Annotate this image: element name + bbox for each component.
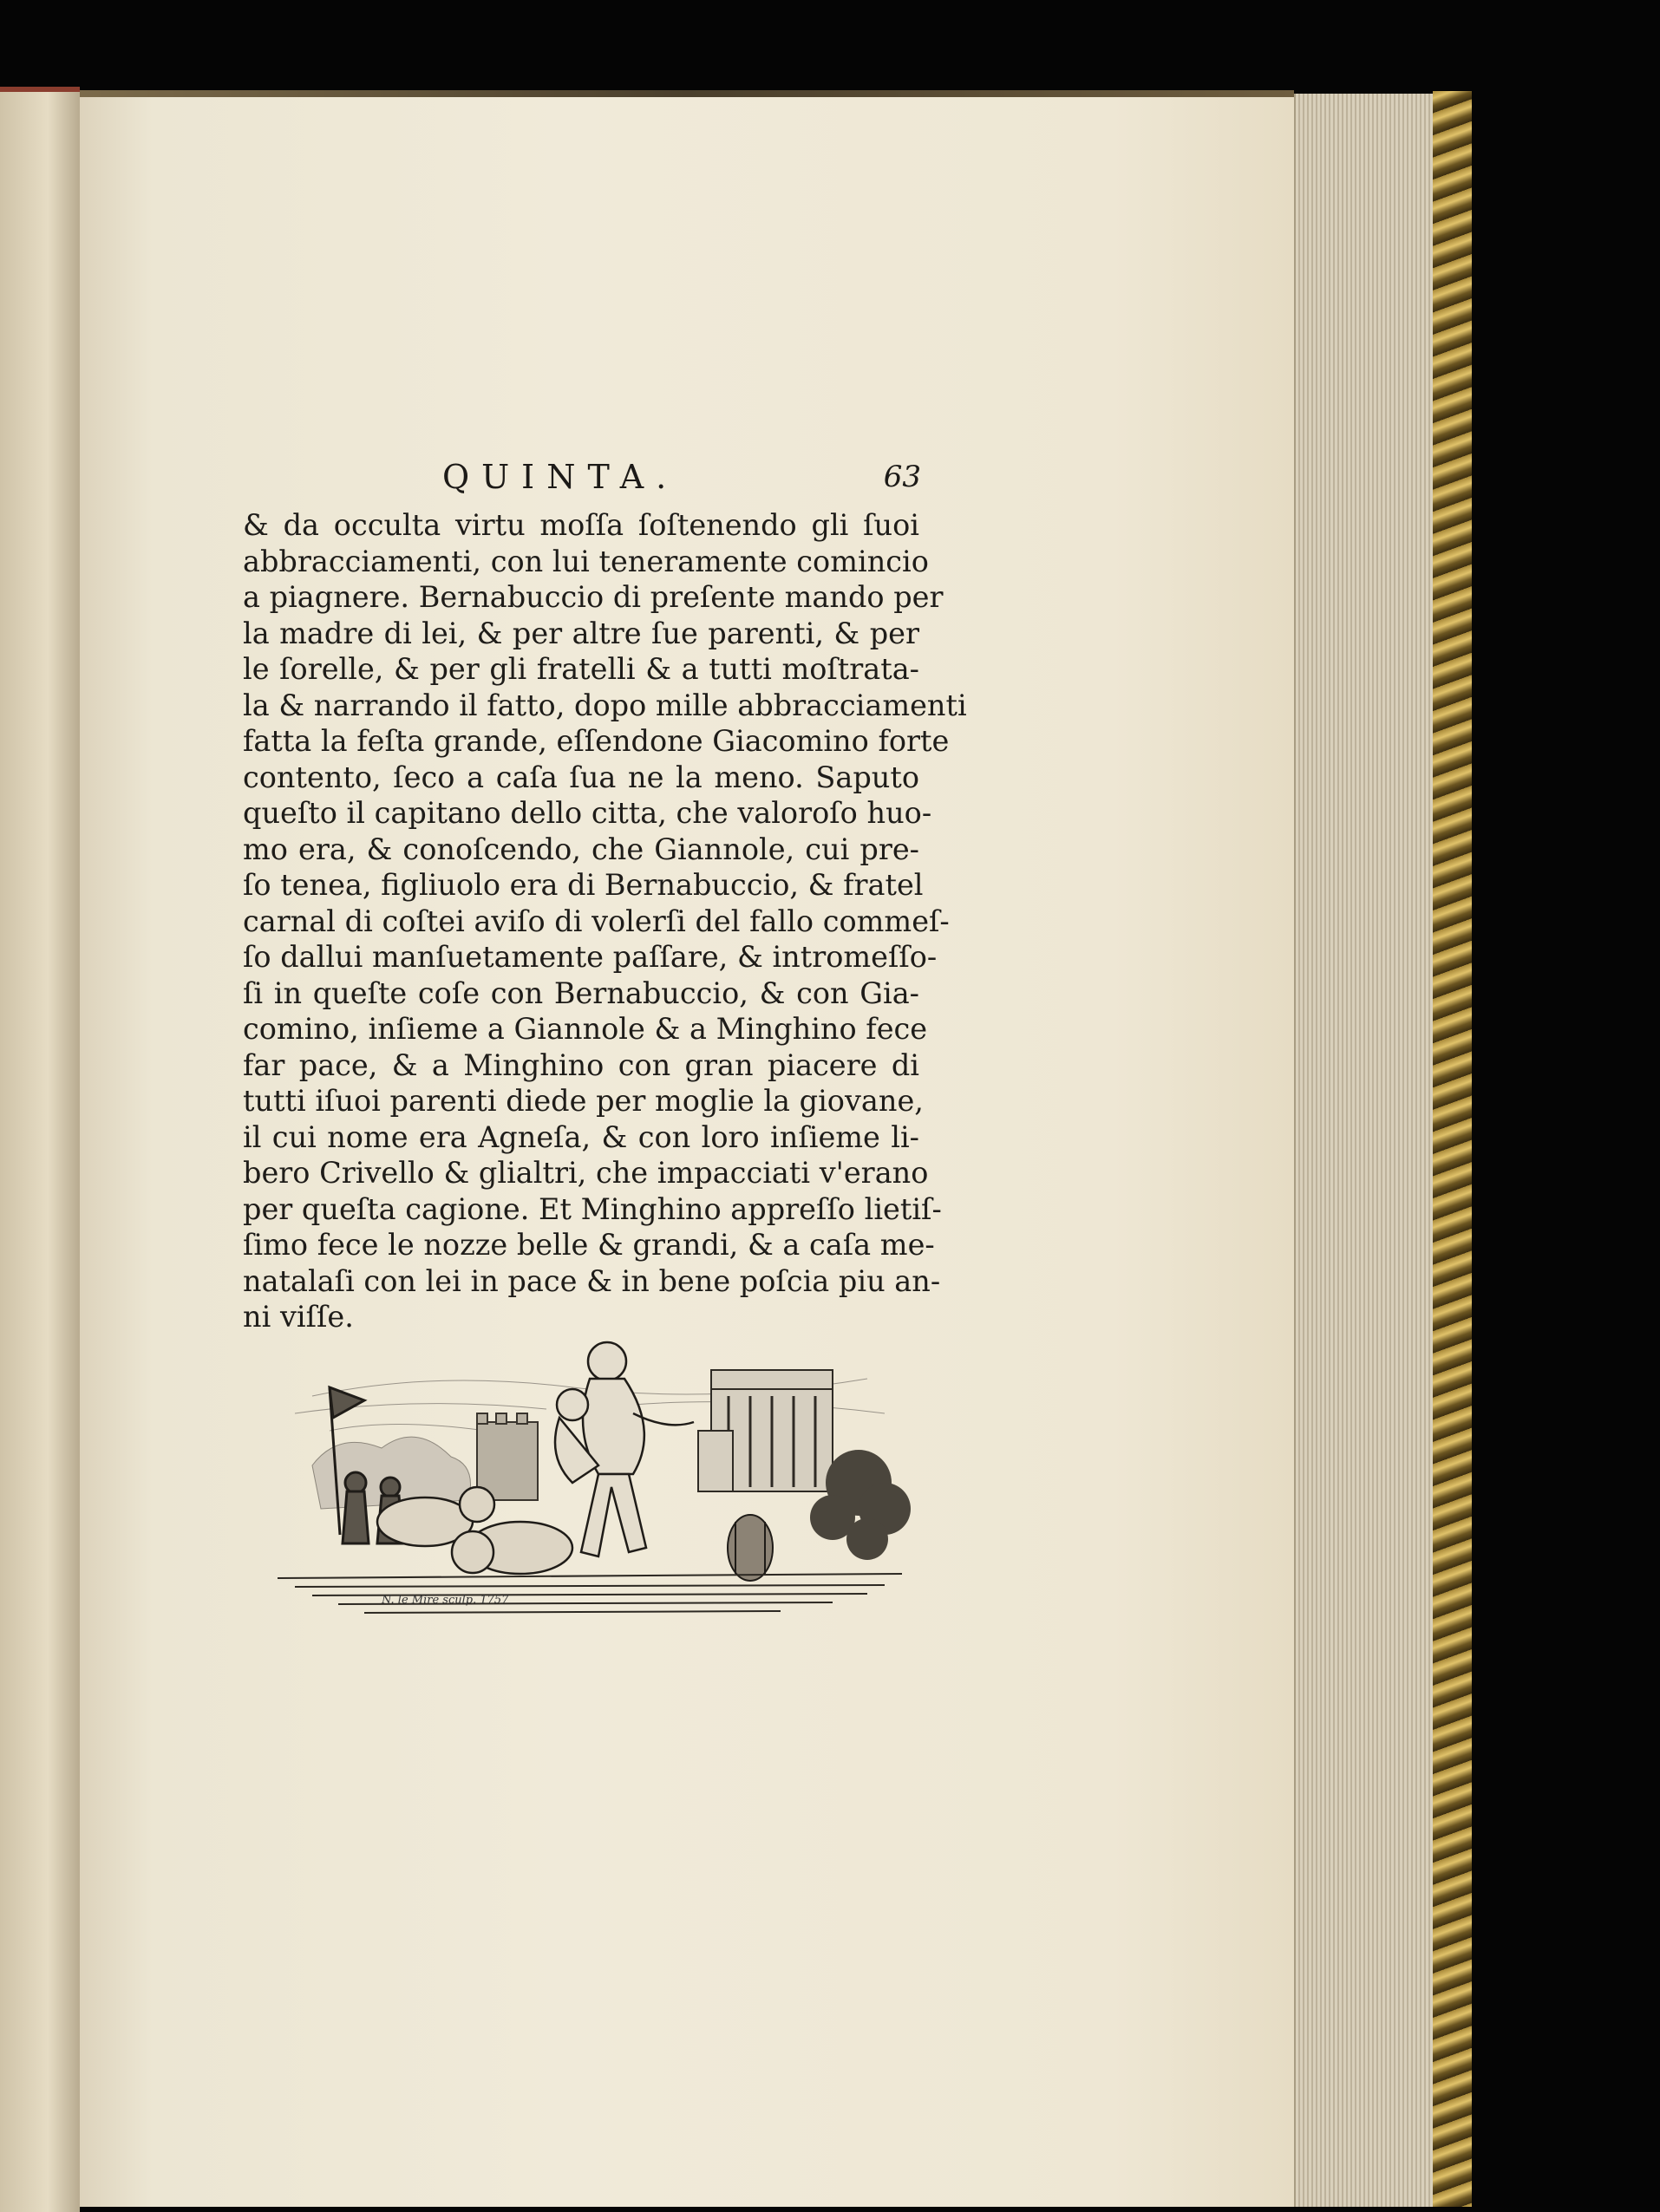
putti-figures [555, 1342, 694, 1556]
left-page-edge [0, 87, 80, 2212]
text-line: il cui nome era Agneſa, & con loro inſieme li- [243, 1119, 919, 1154]
text-line: carnal di coſtei aviſo di volerſi del fallo commeſ- [243, 904, 950, 938]
text-line: ſimo fece le nozze belle & grandi, & a caſa me- [243, 1228, 935, 1262]
ground-hatching [278, 1574, 902, 1613]
text-line: bero Crivello & glialtri, che impacciati v'erano [243, 1156, 929, 1190]
text-line: abbracciamenti, con lui teneramente comincio [243, 544, 929, 578]
page-top-edge [80, 90, 1294, 97]
text-line: natalaſi con lei in pace & in bene poſcia piu an- [243, 1263, 941, 1298]
barrel [728, 1515, 773, 1581]
page-fore-edge [1294, 94, 1435, 2207]
fortress-tower [477, 1413, 538, 1500]
text-line: ſo tenea, figliuolo era di Bernabuccio, & fratel [243, 868, 924, 902]
running-head [442, 458, 928, 510]
classical-building [698, 1370, 833, 1491]
text-line: la & narrando il fatto, dopo mille abbracciamenti [243, 688, 967, 722]
gilt-binding-spine [1433, 91, 1472, 2207]
text-line: mo era, & conoſcendo, che Giannole, cui pre- [243, 832, 919, 866]
text-line: le ſorelle, & per gli fratelli & a tutti moſtrata- [243, 652, 919, 686]
text-line: far pace, & a Minghino con gran piacere di [243, 1047, 919, 1082]
text-line: queſto il capitano dello citta, che valoroſo huo- [243, 796, 932, 830]
text-line: per queſta cagione. Et Minghino appreſſo lietiſ- [243, 1191, 942, 1226]
text-line: ſi in queſte coſe con Bernabuccio, & con Gia- [243, 975, 919, 1010]
engraver-signature: N. le Mire sculp. 1757 [382, 1594, 509, 1607]
running-head-title: QUINTA. [442, 458, 679, 496]
engraved-vignette [260, 1335, 937, 1630]
text-line: ni viſſe. [243, 1300, 354, 1334]
fallen-putti [377, 1487, 572, 1574]
text-line: a piagnere. Bernabuccio di preſente mando per [243, 580, 944, 614]
text-line: la madre di lei, & per altre ſue parenti, & per [243, 616, 919, 650]
text-line: tutti iſuoi parenti diede per moglie la giovane, [243, 1084, 924, 1118]
text-line: comino, inſieme a Giannole & a Minghino fece [243, 1012, 928, 1046]
vignette-illustration [260, 1335, 937, 1630]
text-line: & da occulta virtu moſſa ſoſtenendo gli ſuoi [243, 508, 919, 542]
text-line: contento, ſeco a caſa ſua ne la meno. Saputo [243, 760, 919, 794]
body-text [243, 507, 967, 1335]
text-line: fatta la feſta grande, eſſendone Giacomino forte [243, 724, 950, 758]
page-number: 63 [883, 460, 921, 494]
text-line: ſo dallui manſuetamente paſſare, & intromeſſo- [243, 940, 938, 974]
